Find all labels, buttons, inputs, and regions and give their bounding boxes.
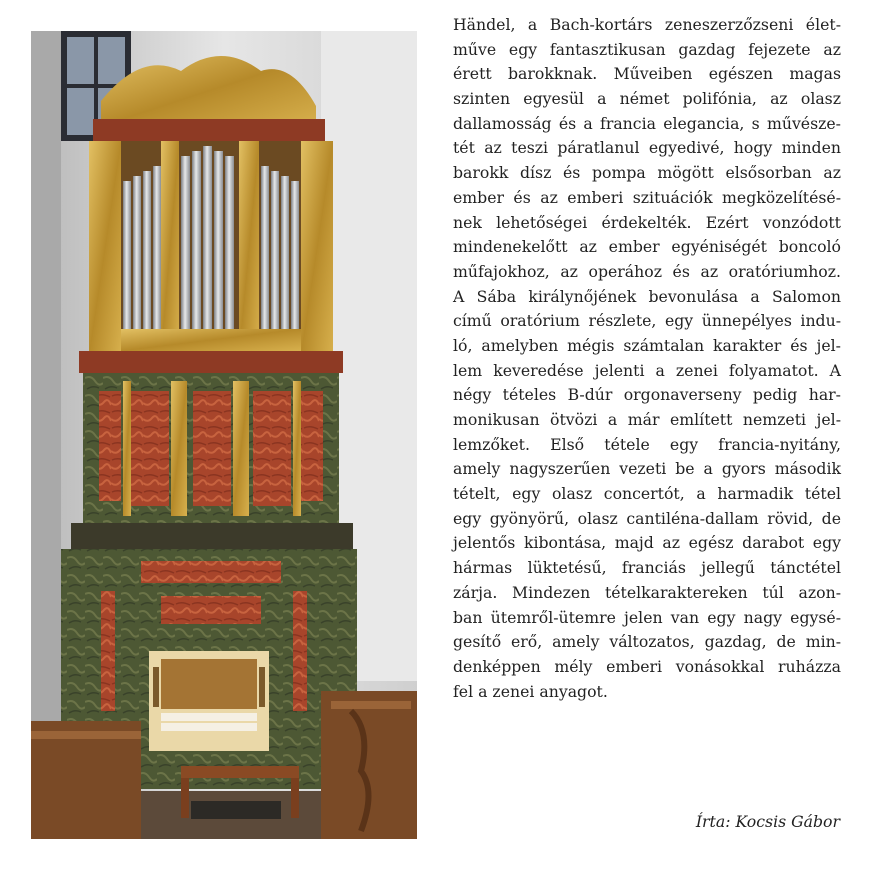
article-line: ember és az emberi szituációk megközelítésé- <box>453 187 841 207</box>
article-line: hármas lüktetésű, franciás jellegű tánctétel <box>453 558 841 578</box>
article-line: monikusan ötvözi a már említett nemzeti jel- <box>453 410 841 429</box>
article-line: jelentős kibontása, majd az egész darabot egy <box>453 533 841 553</box>
article-line: gesítő erő, amely változatos, gazdag, de min- <box>453 632 841 652</box>
article-line: tét az teszi páratlanul egyedivé, hogy minden <box>453 138 841 158</box>
article-line: barokk dísz és pompa mögött elsősorban az <box>453 163 841 183</box>
article-line: műve egy fantasztikusan gazdag fejezete az <box>453 39 841 59</box>
article-line: mindenekelőtt az ember egyéniségét boncoló <box>453 237 841 257</box>
article-text <box>453 13 841 704</box>
article-line: műfajokhoz, az operához és az oratóriumhoz. <box>453 261 841 281</box>
article-line: amely nagyszerűen vezeti be a gyors második <box>453 459 841 479</box>
article-line: című oratórium részlete, egy ünnepélyes indu- <box>453 311 841 331</box>
article-line: lem keveredése jelenti a zenei folyamatot. A <box>453 360 841 380</box>
article-line: négy tételes B-dúr orgonaverseny pedig har- <box>453 385 841 405</box>
organ-illustration <box>31 31 417 839</box>
article-line: A Sába királynőjének bevonulása a Salomon <box>453 286 841 306</box>
article-line: egy gyönyörű, olasz cantiléna-dallam rövid, de <box>453 508 841 528</box>
article-line: lemzőket. Első tétele egy francia-nyitány, <box>453 434 841 454</box>
article-line: szinten egyesül a német polifónia, az olasz <box>453 89 841 109</box>
article-line: zárja. Mindezen tételkaraktereken túl azon- <box>453 582 841 602</box>
article-line: ban ütemről-ütemre jelen van egy nagy egysé- <box>453 607 841 627</box>
article-line: dallamosság és a francia elegancia, s művésze- <box>453 113 841 133</box>
author-signature: Írta: Kocsis Gábor <box>695 812 840 831</box>
article-line: denképpen mély emberi vonásokkal ruházza <box>453 656 841 676</box>
article-line: érett barokknak. Műveiben egészen magas <box>453 64 841 84</box>
organ-photo <box>31 31 417 839</box>
article-line: nek lehetőségei érdekelték. Ezért vonzódott <box>453 212 841 232</box>
article-line: ló, amelyben mégis számtalan karakter és jel- <box>453 335 841 355</box>
article-line: fel a zenei anyagot. <box>453 681 608 701</box>
article-line: tételt, egy olasz concertót, a harmadik tétel <box>453 484 841 504</box>
article-line: Händel, a Bach-kortárs zeneszerzőzseni élet- <box>453 15 841 34</box>
